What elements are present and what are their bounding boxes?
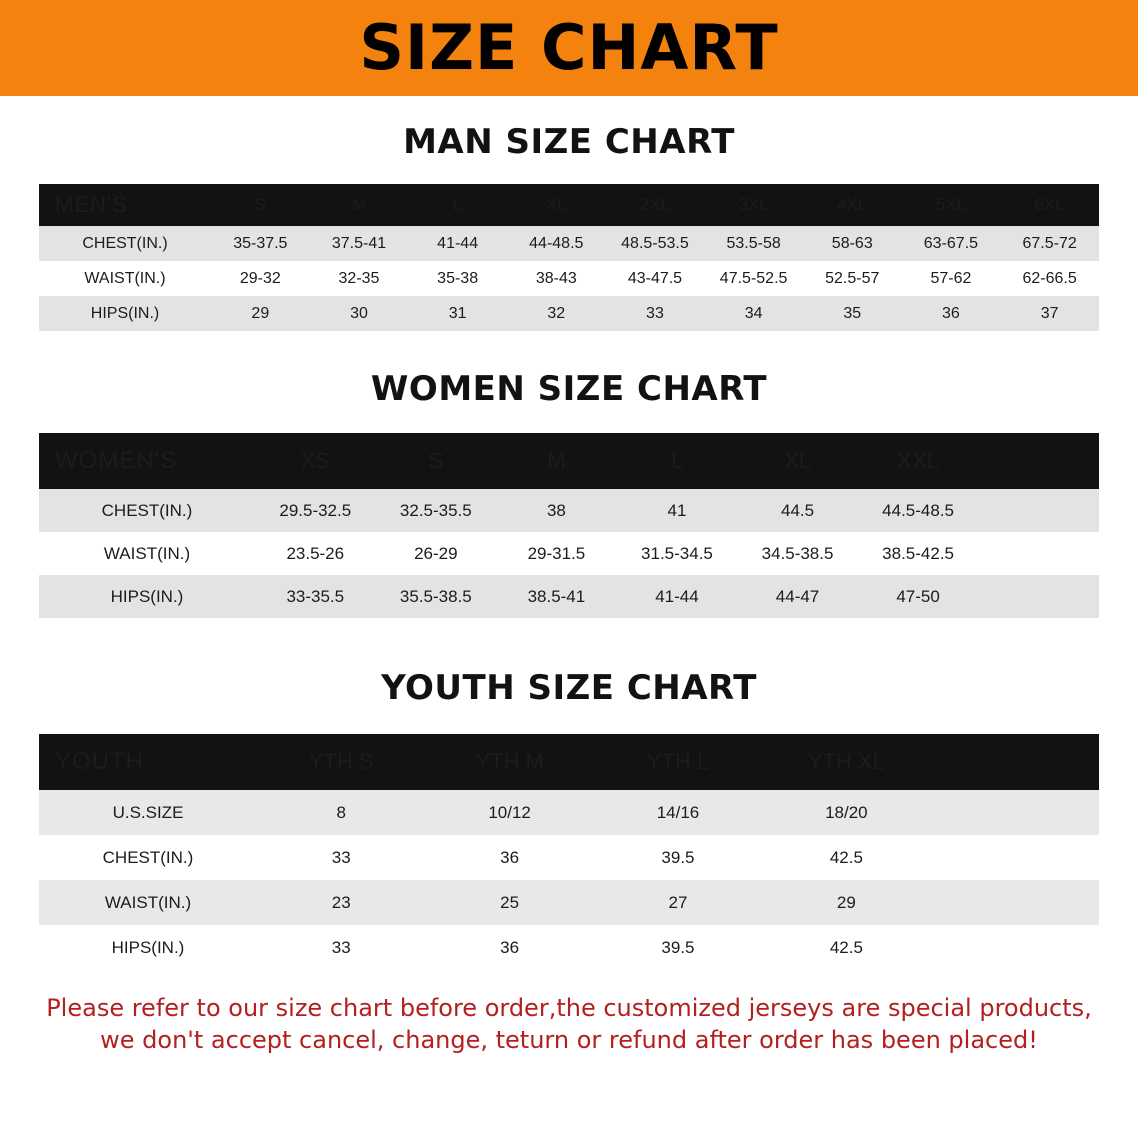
women-column-header: XL — [784, 448, 811, 473]
women-cell-spacer — [978, 532, 1099, 575]
men-cell: 52.5-57 — [825, 269, 880, 287]
women-cell: 29.5-32.5 — [279, 500, 352, 520]
page-title: SIZE CHART — [359, 11, 779, 84]
youth-column-header: YTH L — [646, 749, 710, 774]
youth-cell: 42.5 — [829, 847, 863, 867]
table-row — [39, 880, 1099, 925]
women-cell: 35.5-38.5 — [399, 586, 472, 606]
men-cell: 37 — [1040, 304, 1059, 322]
youth-cell: 14/16 — [656, 802, 700, 822]
table-row — [39, 489, 1099, 532]
table-row — [39, 296, 1099, 331]
men-cell: 34 — [744, 304, 763, 322]
men-cell: 32 — [547, 304, 566, 322]
men-column-header: 3XL — [738, 195, 769, 214]
men-cell: 44-48.5 — [529, 234, 584, 252]
youth-cell: 39.5 — [661, 847, 695, 867]
men-cell: 53.5-58 — [726, 234, 781, 252]
disclaimer-line-2: we don't accept cancel, change, teturn or refund after order has been placed! — [100, 1026, 1038, 1055]
table-row — [39, 925, 1099, 970]
youth-column-header: YTH M — [475, 749, 544, 774]
youth-cell-spacer — [931, 835, 1099, 880]
men-cell: 38-43 — [535, 269, 577, 287]
men-column-header: 6XL — [1034, 195, 1065, 214]
man-table-wrapper — [39, 184, 1099, 331]
women-column-header: XXL — [897, 448, 939, 473]
youth-section-title: YOUTH SIZE CHART — [381, 668, 757, 708]
men-cell: 35 — [843, 304, 862, 322]
men-column-header: 5XL — [935, 195, 967, 214]
men-cell: 29 — [251, 304, 270, 322]
table-row — [39, 532, 1099, 575]
women-cell: 44-47 — [775, 586, 820, 606]
man-size-table — [39, 184, 1099, 331]
men-cell: 48.5-53.5 — [621, 234, 689, 252]
man-table-body — [39, 226, 1099, 331]
youth-cell: 25 — [500, 892, 520, 912]
men-cell: 67.5-72 — [1022, 234, 1077, 252]
women-cell: 38 — [546, 500, 566, 520]
women-table-header-row — [39, 433, 1099, 489]
men-cell: 36 — [942, 304, 960, 322]
youth-cell: 27 — [668, 892, 688, 912]
man-table-header-row — [39, 184, 1099, 226]
man-corner-label: MEN'S — [55, 192, 128, 217]
youth-cell-spacer — [931, 880, 1099, 925]
banner — [0, 0, 1138, 96]
men-column-header: M — [351, 195, 367, 214]
women-row-label: HIPS(IN.) — [110, 586, 184, 606]
youth-cell: 23 — [331, 892, 351, 912]
women-cell: 38.5-41 — [527, 586, 586, 606]
table-row — [39, 790, 1099, 835]
youth-row-label: U.S.SIZE — [112, 802, 184, 822]
women-cell: 26-29 — [414, 543, 458, 563]
women-cell: 29-31.5 — [527, 543, 586, 563]
youth-table-header-row — [39, 734, 1099, 790]
women-table-wrapper — [39, 433, 1099, 618]
women-header-spacer — [978, 433, 1099, 489]
men-cell: 31 — [448, 304, 467, 322]
disclaimer-line-1: Please refer to our size chart before order,the customized jerseys are special products, — [46, 994, 1092, 1022]
women-cell: 31.5-34.5 — [641, 543, 713, 563]
youth-cell: 29 — [836, 892, 856, 912]
youth-size-table — [39, 734, 1099, 970]
youth-cell: 8 — [336, 802, 346, 822]
youth-cell: 33 — [331, 847, 351, 867]
youth-cell-spacer — [931, 790, 1099, 835]
men-cell: 30 — [350, 304, 368, 322]
youth-cell: 10/12 — [488, 802, 531, 822]
women-cell: 32.5-35.5 — [399, 500, 472, 520]
women-cell: 33-35.5 — [286, 586, 345, 606]
women-cell: 23.5-26 — [286, 543, 345, 563]
youth-row-label: CHEST(IN.) — [102, 847, 194, 867]
men-row-label: CHEST(IN.) — [82, 234, 168, 252]
youth-cell: 36 — [500, 937, 520, 957]
women-size-table — [39, 433, 1099, 618]
men-cell: 29-32 — [239, 269, 281, 287]
man-section-title: MAN SIZE CHART — [403, 122, 735, 162]
men-cell: 32-35 — [338, 269, 380, 287]
youth-table-wrapper — [39, 734, 1099, 970]
table-row — [39, 835, 1099, 880]
table-row — [39, 575, 1099, 618]
men-cell: 63-67.5 — [923, 234, 979, 252]
women-corner-label: WOMEN'S — [55, 447, 178, 474]
women-column-header: M — [547, 448, 566, 473]
table-row — [39, 226, 1099, 261]
youth-row-label: HIPS(IN.) — [111, 937, 185, 957]
men-row-label: HIPS(IN.) — [90, 304, 160, 322]
women-column-header: XS — [300, 448, 330, 473]
men-cell: 57-62 — [930, 269, 972, 287]
table-row — [39, 261, 1099, 296]
women-cell-spacer — [978, 489, 1099, 532]
women-cell: 44.5 — [780, 500, 815, 520]
men-cell: 47.5-52.5 — [719, 269, 788, 287]
men-cell: 37.5-41 — [331, 234, 387, 252]
men-cell: 62-66.5 — [1022, 269, 1077, 287]
women-cell-spacer — [978, 575, 1099, 618]
women-cell: 38.5-42.5 — [882, 543, 955, 563]
youth-cell-spacer — [931, 925, 1099, 970]
women-cell: 41-44 — [655, 586, 699, 606]
disclaimer-note — [39, 992, 1099, 1057]
women-column-header: S — [428, 448, 444, 473]
youth-column-header: YTH S — [308, 749, 374, 774]
men-cell: 58-63 — [831, 234, 873, 252]
men-cell: 35-38 — [437, 269, 479, 287]
men-column-header: L — [452, 195, 463, 214]
men-cell: 35-37.5 — [233, 234, 288, 252]
women-cell: 34.5-38.5 — [761, 543, 834, 563]
youth-column-header: YTH XL — [807, 749, 885, 774]
women-cell: 41 — [667, 500, 687, 520]
youth-cell: 36 — [500, 847, 520, 867]
women-cell: 47-50 — [896, 586, 940, 606]
youth-cell: 18/20 — [825, 802, 868, 822]
men-column-header: S — [254, 195, 266, 214]
youth-table-body — [39, 790, 1099, 970]
men-cell: 43-47.5 — [627, 269, 683, 287]
men-row-label: WAIST(IN.) — [84, 269, 166, 287]
men-cell: 33 — [646, 304, 664, 322]
youth-cell: 39.5 — [661, 937, 695, 957]
youth-cell: 33 — [331, 937, 351, 957]
women-cell: 44.5-48.5 — [882, 500, 955, 520]
women-table-body — [39, 489, 1099, 618]
youth-corner-label: YOUTH — [55, 748, 144, 775]
women-section-title: WOMEN SIZE CHART — [370, 369, 768, 409]
men-cell: 41-44 — [437, 234, 479, 252]
women-row-label: CHEST(IN.) — [101, 500, 193, 520]
women-column-header: L — [670, 448, 684, 473]
youth-header-spacer — [931, 734, 1099, 790]
women-row-label: WAIST(IN.) — [103, 543, 191, 563]
men-column-header: 4XL — [837, 195, 868, 214]
men-column-header: 2XL — [639, 195, 671, 214]
men-column-header: XL — [545, 195, 567, 214]
youth-cell: 42.5 — [829, 937, 863, 957]
youth-row-label: WAIST(IN.) — [104, 892, 192, 912]
